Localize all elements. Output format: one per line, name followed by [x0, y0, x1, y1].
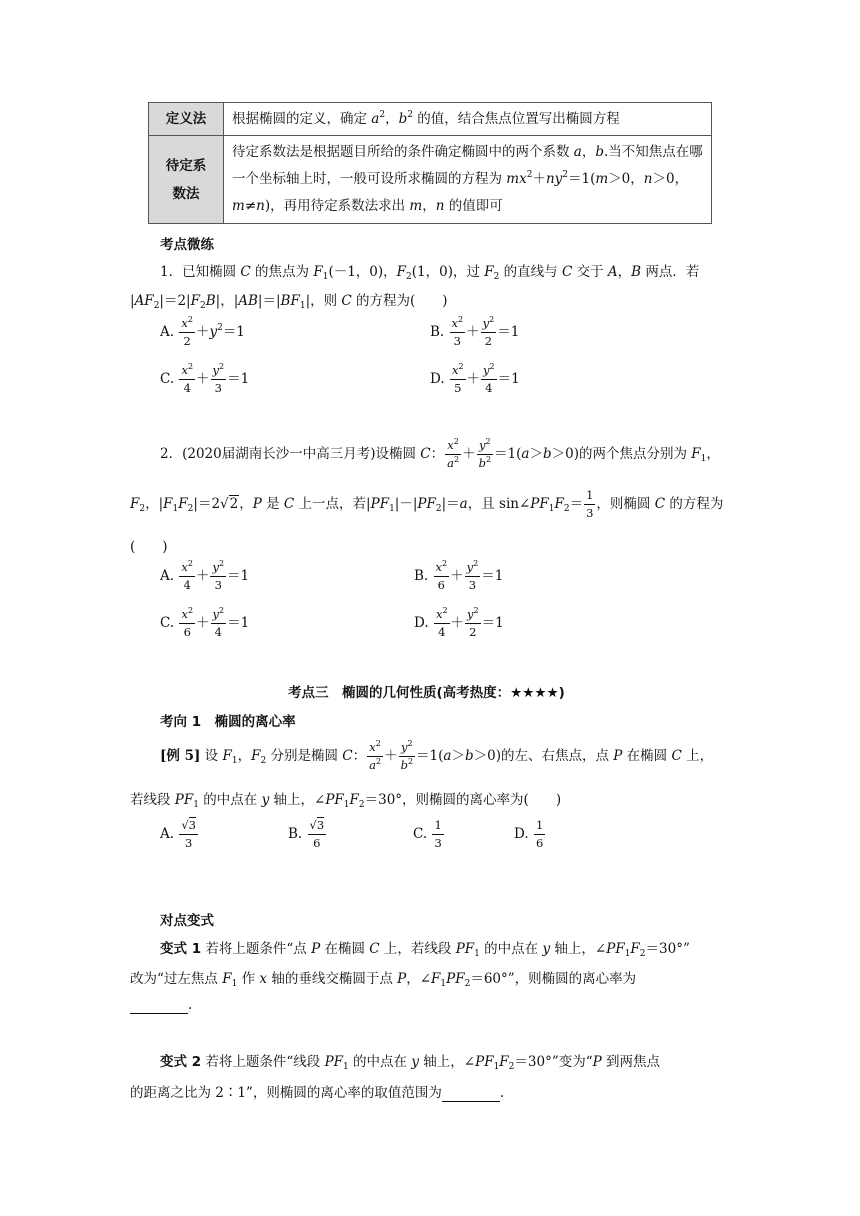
- q2-line1: 2．(2020届湖南长沙一中高三月考)设椭圆 C： $\frac{x^2}{a^2}$ ＋ $\frac{y^2}{b^2}$ ＝1(a＞b＞0)的两个焦点分别为 $F_1$，: [160, 437, 720, 470]
- q1-option-d: D. $\frac{x^2}{5}$ ＋ $\frac{y^2}{4}$ ＝1: [430, 362, 520, 395]
- table-row: [149, 103, 712, 136]
- option-label: C.: [160, 615, 175, 631]
- method-table: [148, 102, 712, 224]
- variant1-label: 变式 1: [160, 941, 202, 957]
- q2-option-d: D. $\frac{x^2}{4}$ ＋ $\frac{y^2}{2}$ ＝1: [414, 606, 504, 639]
- option-label: D.: [414, 615, 429, 631]
- option-label: B.: [430, 324, 445, 340]
- q2-line3: ( ): [130, 539, 168, 555]
- method-desc-cell: 待定系数法是根据题目所给的条件确定椭圆中的两个系数 a，b.当不知焦点在哪一个坐标轴上时，一般可设所求椭圆的方程为 $mx^2+ny^2=1(m>0$，n＞0，m≠n)，再用待定系数法求出 m，n 的值即可: [224, 136, 712, 224]
- variant2-line2: 的距离之比为 2∶1”，则椭圆的离心率的取值范围为 .: [130, 1085, 505, 1101]
- option-label: D.: [430, 371, 445, 387]
- variant1-line2: 改为“过左焦点 $F_1$ 作 x 轴的垂线交椭圆于点 P，$\angle F_1PF_2=60^\circ$”，则椭圆的离心率为: [130, 971, 637, 989]
- option-label: C.: [160, 371, 175, 387]
- variant1-line3: .: [130, 997, 192, 1014]
- example5-option-a: A. $\frac{√3}{3}$: [160, 818, 196, 850]
- option-label: C.: [413, 826, 428, 842]
- q1-option-c: C. $\frac{x^2}{4}$ ＋ $\frac{y^2}{3}$ ＝1: [160, 362, 250, 395]
- table-row: [149, 136, 712, 224]
- q2-option-c: C. $\frac{x^2}{6}$ ＋ $\frac{y^2}{4}$ ＝1: [160, 606, 250, 639]
- q1-option-b: B. $\frac{x^2}{3}$ ＋ $\frac{y^2}{2}$ ＝1: [430, 315, 520, 348]
- q1-option-a: A. $\frac{x^2}{2}$ $+y^2=1$: [160, 315, 245, 348]
- example5-line1: [例 5] 设 $F_1$，$F_2$ 分别是椭圆 C： $\frac{x^2}{a^2}$ ＋ $\frac{y^2}{b^2}$ ＝1(a＞b＞0)的左、右焦点，点 P 在椭圆 C 上，: [160, 739, 714, 772]
- answer-blank: [442, 1085, 500, 1102]
- q2-line2: $F_2$，$|F_1F_2|=2√2$，P 是 C 上一点，若$|PF_1|-|PF_2|=a$，且 $\sin\angle PF_1F_2=$ $\frac{1}{3}$ ，则椭圆 C 的方程为: [130, 488, 724, 520]
- option-label: A.: [160, 568, 175, 584]
- variant2-line1: 变式 2 若将上题条件“线段 $PF_1$ 的中点在 y 轴上，$\angle PF_1F_2=30^\circ$”变为“P 到两焦点: [160, 1054, 661, 1072]
- option-label: B.: [414, 568, 429, 584]
- method-name-text: 待定系数法: [165, 157, 207, 202]
- example5-option-d: D. $\frac{1}{6}$: [514, 818, 544, 850]
- answer-blank: [130, 997, 188, 1014]
- example5-option-c: C. $\frac{1}{3}$: [413, 818, 442, 850]
- practice-heading: 考点微练: [160, 237, 214, 253]
- subsection-title: 考向 1 椭圆的离心率: [160, 714, 296, 730]
- q2-source: (2020届湖南长沙一中高三月考): [182, 446, 376, 462]
- example5-option-b: B. $\frac{√3}{6}$: [288, 818, 325, 850]
- q1-line2: $|AF_2|=2|F_2B|$，$|AB|=|BF_1|$，则 C 的方程为( ): [130, 293, 448, 311]
- method-name-cell: 定义法: [149, 103, 224, 136]
- q2-option-a: A. $\frac{x^2}{4}$ ＋ $\frac{y^2}{3}$ ＝1: [160, 559, 250, 592]
- q2-number: 2．: [160, 446, 183, 462]
- example-label: [例 5]: [160, 748, 201, 764]
- option-label: D.: [514, 826, 529, 842]
- method-name-cell: [149, 136, 224, 224]
- q1-number: 1．: [160, 264, 183, 280]
- section-title: 考点三 椭圆的几何性质(高考热度：★★★★): [288, 685, 565, 701]
- q2-option-b: B. $\frac{x^2}{6}$ ＋ $\frac{y^2}{3}$ ＝1: [414, 559, 504, 592]
- variant2-label: 变式 2: [160, 1054, 202, 1070]
- option-label: A.: [160, 826, 175, 842]
- method-desc-cell: 根据椭圆的定义，确定 $a^2$，$b^2$ 的值，结合焦点位置写出椭圆方程: [224, 103, 712, 136]
- variant1-line1: 变式 1 若将上题条件“点 P 在椭圆 C 上，若线段 $PF_1$ 的中点在 y 轴上，$\angle PF_1F_2=30^\circ$”: [160, 941, 690, 959]
- q1-line1: 1．已知椭圆 C 的焦点为 $F_1(-1$，0)，$F_2(1$，0)，过 $F_2$ 的直线与 C 交于 A，B 两点．若: [160, 264, 700, 282]
- example5-line2: 若线段 $PF_1$ 的中点在 y 轴上，$\angle PF_1F_2=30^\circ$，则椭圆的离心率为( ): [130, 792, 562, 810]
- variants-heading: 对点变式: [160, 913, 214, 929]
- option-label: A.: [160, 324, 175, 340]
- option-label: B.: [288, 826, 303, 842]
